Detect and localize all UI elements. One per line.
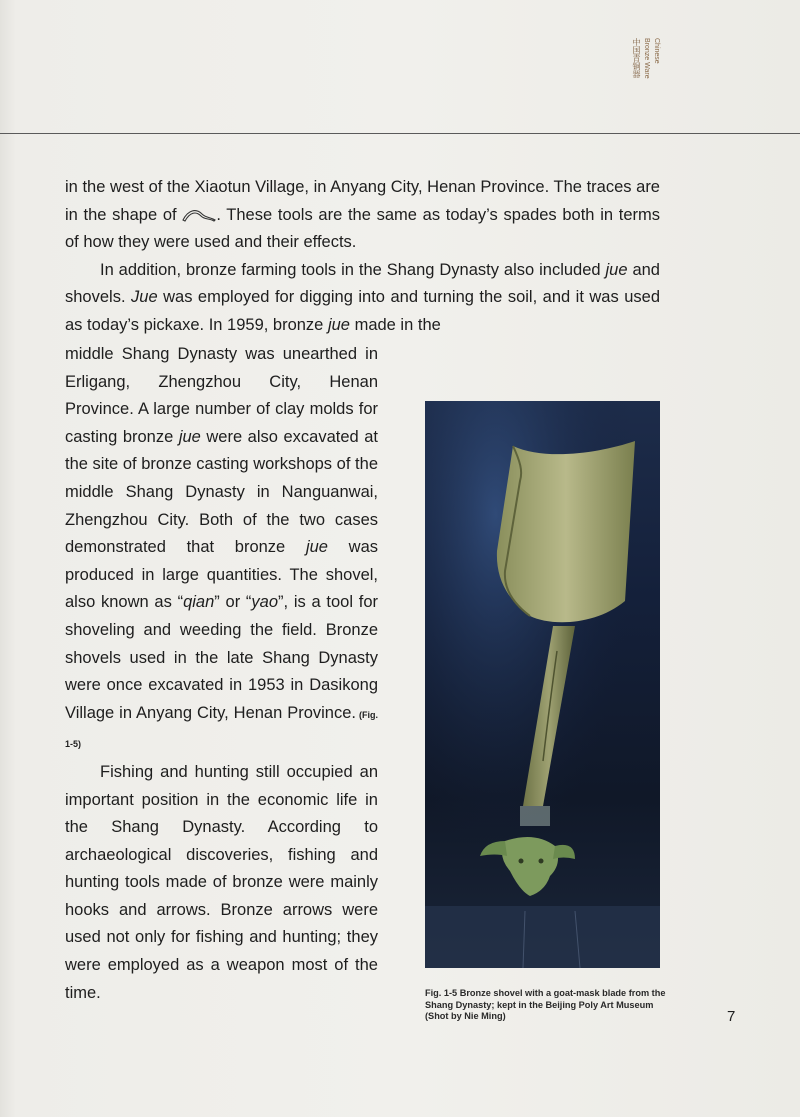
term-jue: jue xyxy=(327,315,350,334)
figure-photo-bronze-shovel xyxy=(425,401,660,968)
arch-trace-icon xyxy=(182,208,216,222)
figure-caption: Fig. 1-5 Bronze shovel with a goat-mask blade from the Shang Dynasty; kept in the Beijing Poly Art Museum (Shot by Nie Ming) xyxy=(425,988,666,1021)
paragraph-2-continued xyxy=(65,341,378,759)
paragraph-1-text: in the west of the Xiaotun Village, in Anyang City, Henan Province. The traces are in the shape of xyxy=(65,178,660,224)
paragraph-2-text-a: In addition, bronze farming tools in the Shang Dynasty also included xyxy=(100,260,606,279)
series-title-en-line2: Bronze Ware xyxy=(643,38,650,79)
paragraph-2-text-h: ” or “ xyxy=(214,593,252,612)
term-jue: jue xyxy=(178,427,201,446)
paragraph-2-text-b: and shovels. xyxy=(65,260,660,307)
paragraph-2-text-i: ”, is a tool for shoveling and weeding the field. Bronze shovels used in the late Shang Dynasty were once excavated in 1953 in Dasikong Village in Anyang City, Henan Province. xyxy=(65,593,378,722)
term-jue: Jue xyxy=(131,288,158,307)
term-yao: yao xyxy=(251,593,279,612)
term-jue: jue xyxy=(305,538,328,557)
paragraph-1 xyxy=(65,174,660,257)
bronze-shovel-illustration xyxy=(425,401,660,968)
series-title-en-line1: Chinese xyxy=(653,38,660,64)
paragraph-3: Fishing and hunting still occupied an important position in the economic life in the Shang Dynasty. According to archaeological discoveries, fishing and hunting tools made of bronze were mainly hooks and arrows. Bronze arrows were used not only for fishing and hunting; they were employed as a weapon most of the time. xyxy=(65,762,378,1002)
paragraph-2-text-d: made in the xyxy=(349,315,441,334)
paragraph-2-text-g: was produced in large quantities. The shovel, also known as “ xyxy=(65,538,378,612)
series-title-zh: 中国青铜器 xyxy=(632,38,641,78)
term-jue: jue xyxy=(605,260,628,279)
figure-reference: (Fig. 1-5) xyxy=(65,709,378,750)
term-qian: qian xyxy=(183,593,215,612)
paragraph-2-start xyxy=(65,257,660,340)
page-number: 7 xyxy=(727,1008,736,1025)
paragraph-2-text-c: was employed for digging into and turning the soil, and it was used as today’s pickaxe. In 1959, bronze xyxy=(65,288,660,334)
body-text-narrow-column xyxy=(65,341,378,1007)
body-text-full-width xyxy=(65,174,660,340)
paragraph-2-text-e: middle Shang Dynasty was unearthed in Erligang, Zhengzhou City, Henan Province. A large number of clay molds for casting bronze xyxy=(65,345,378,446)
paragraph-1-end: . These tools are the same as today’s spades both in terms of how they were used and their effects. xyxy=(65,205,660,252)
header-rule xyxy=(0,133,800,134)
series-title xyxy=(612,38,660,110)
paragraph-2-text-f: were also excavated at the site of bronze casting workshops of the middle Shang Dynasty in Nanguanwai, Zhengzhou City. Both of the two cases demonstrated that bronze xyxy=(65,427,378,557)
